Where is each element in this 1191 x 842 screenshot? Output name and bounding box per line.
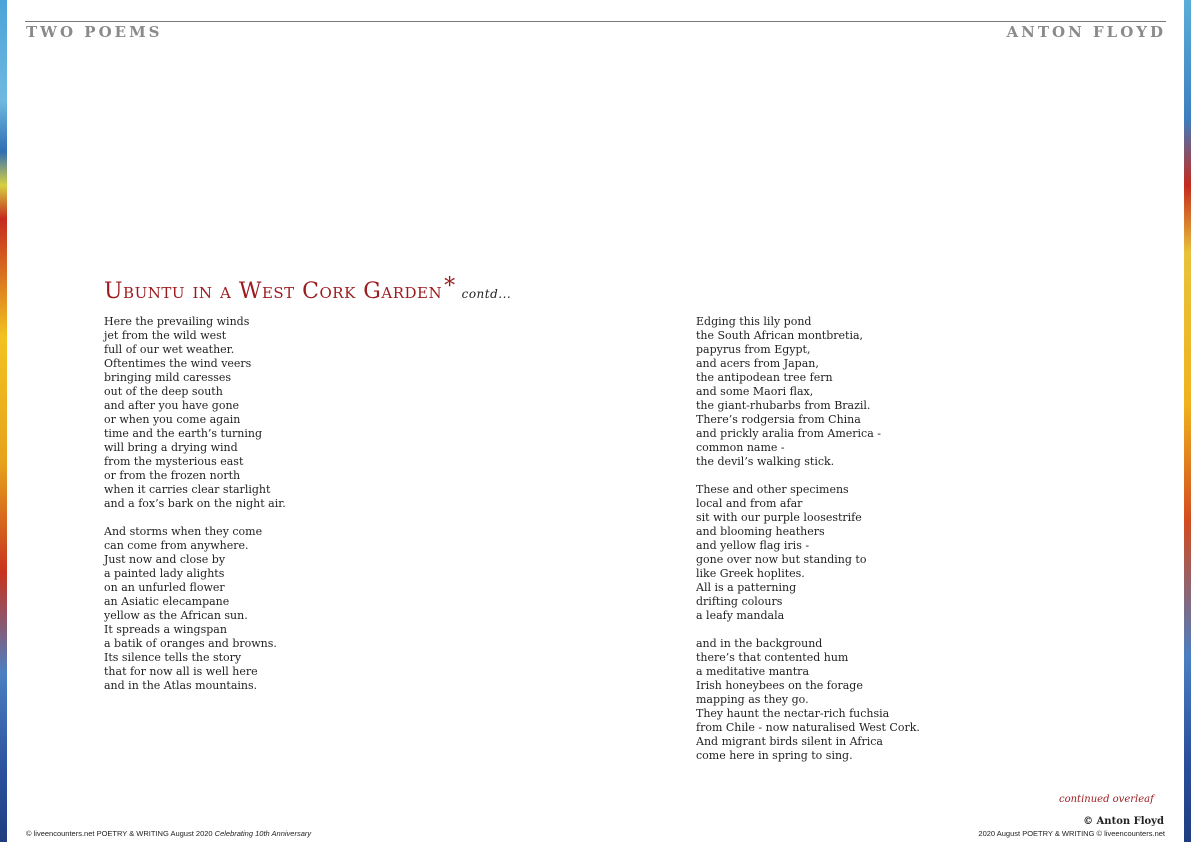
poem-line: full of our wet weather.: [104, 343, 235, 356]
poem-line: a meditative mantra: [696, 665, 810, 678]
poem-line: from Chile - now naturalised West Cork.: [696, 721, 920, 734]
poem-line: Irish honeybees on the forage: [696, 679, 863, 692]
title-contd: contd...: [461, 287, 512, 301]
poem-line: when it carries clear starlight: [104, 483, 271, 496]
footer-right-credit: 2020 August POETRY & WRITING © liveencounters.net: [978, 829, 1165, 838]
poem-line: And storms when they come: [104, 525, 263, 538]
poem-line: out of the deep south: [104, 385, 223, 398]
poem-line: and some Maori flax,: [696, 385, 814, 398]
poem-line: or from the frozen north: [104, 469, 241, 482]
poem-line: a batik of oranges and browns.: [104, 637, 277, 650]
right-edge-decoration: [1184, 0, 1191, 842]
poem-line: Edging this lily pond: [696, 315, 812, 328]
poem-line: Oftentimes the wind veers: [104, 357, 252, 370]
poem-line: or when you come again: [104, 413, 241, 426]
poem-line: local and from afar: [696, 497, 803, 510]
stanza: [104, 315, 286, 511]
author-copyright: © Anton Floyd: [1083, 816, 1164, 827]
poem-line: the giant-rhubarbs from Brazil.: [696, 399, 871, 412]
poem-line: a leafy mandala: [696, 609, 785, 622]
poem-line: There’s rodgersia from China: [696, 413, 861, 426]
poem-line: Here the prevailing winds: [104, 315, 250, 328]
poem-line: And migrant birds silent in Africa: [696, 735, 883, 748]
poem-line: They haunt the nectar-rich fuchsia: [696, 707, 890, 720]
footer-left-text: © liveencounters.net POETRY & WRITING August 2020: [26, 829, 215, 838]
poem-line: yellow as the African sun.: [104, 609, 248, 622]
header-rule: [25, 21, 1166, 22]
poem-line: common name -: [696, 441, 785, 454]
poem-line: the antipodean tree fern: [696, 371, 833, 384]
poem-line: mapping as they go.: [696, 693, 809, 706]
stanza: [696, 315, 920, 469]
poem-line: the devil’s walking stick.: [696, 455, 835, 468]
poem-line: time and the earth’s turning: [104, 427, 263, 440]
poem-line: and yellow flag iris -: [696, 539, 810, 552]
poem-line: jet from the wild west: [104, 329, 227, 342]
poem-line: and in the background: [696, 637, 823, 650]
stanza: [696, 637, 920, 763]
poem-line: on an unfurled flower: [104, 581, 225, 594]
poem-line: and acers from Japan,: [696, 357, 819, 370]
left-edge-decoration: [0, 0, 7, 842]
poem-line: All is a patterning: [696, 581, 797, 594]
poem-line: These and other specimens: [696, 483, 849, 496]
stanza: [104, 525, 286, 693]
poem-line: and in the Atlas mountains.: [104, 679, 258, 692]
footer-left-credit: [26, 829, 311, 838]
poem-line: papyrus from Egypt,: [696, 343, 811, 356]
title-asterisk: *: [444, 274, 456, 299]
poem-line: and a fox’s bark on the night air.: [104, 497, 286, 510]
stanza: [696, 483, 920, 623]
poem-line: a painted lady alights: [104, 567, 225, 580]
poem-line: and prickly aralia from America -: [696, 427, 881, 440]
header-author-name: ANTON FLOYD: [1006, 23, 1166, 41]
continued-overleaf-note: continued overleaf: [1059, 794, 1154, 805]
poem-line: and after you have gone: [104, 399, 240, 412]
poem-line: gone over now but standing to: [696, 553, 867, 566]
poem-line: Its silence tells the story: [104, 651, 242, 664]
poem-line: sit with our purple loosestrife: [696, 511, 862, 524]
poem-title-text: Ubuntu in a West Cork Garden: [104, 279, 443, 304]
poem-line: It spreads a wingspan: [104, 623, 227, 636]
poem-line: like Greek hoplites.: [696, 567, 805, 580]
poem-line: bringing mild caresses: [104, 371, 232, 384]
poem-left-column: [104, 315, 286, 707]
header-section-title: TWO POEMS: [26, 23, 163, 41]
poem-line: the South African montbretia,: [696, 329, 864, 342]
poem-line: from the mysterious east: [104, 455, 244, 468]
poem-right-column: [696, 315, 920, 777]
poem-line: will bring a drying wind: [104, 441, 238, 454]
poem-line: drifting colours: [696, 595, 783, 608]
poem-line: Just now and close by: [104, 553, 226, 566]
poem-line: there’s that contented hum: [696, 651, 849, 664]
footer-anniversary-text: Celebrating 10th Anniversary: [214, 829, 312, 838]
poem-line: can come from anywhere.: [104, 539, 249, 552]
poem-title: [104, 274, 511, 304]
poem-line: an Asiatic elecampane: [104, 595, 230, 608]
poem-line: and blooming heathers: [696, 525, 825, 538]
poem-line: that for now all is well here: [104, 665, 258, 678]
poem-line: come here in spring to sing.: [696, 749, 853, 762]
